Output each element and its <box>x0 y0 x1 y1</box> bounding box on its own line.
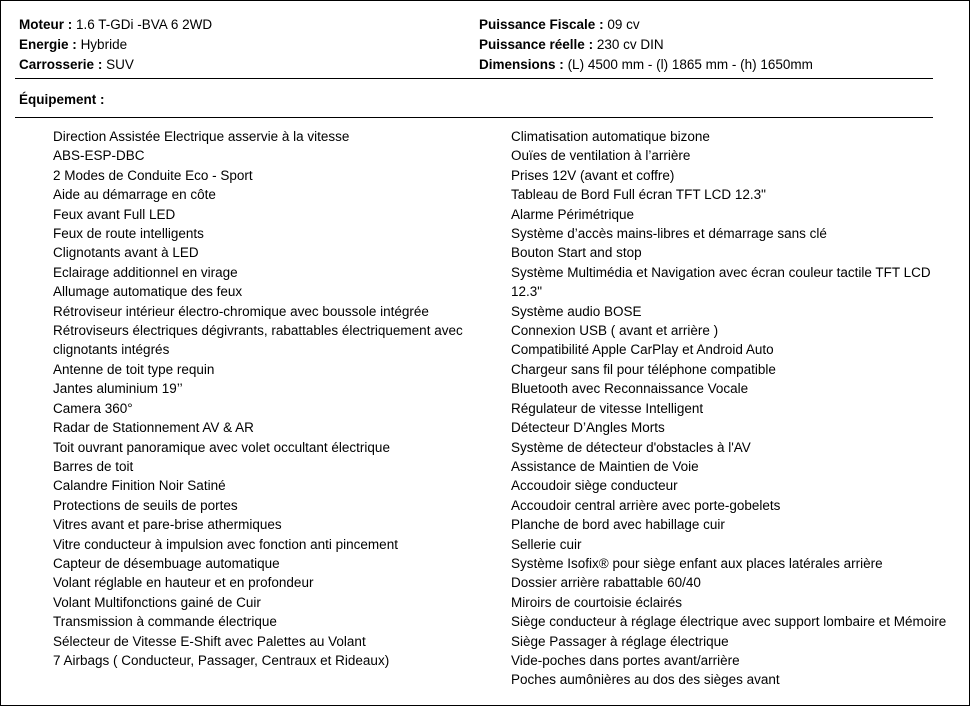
equipment-item: Rétroviseur intérieur électro-chromique avec boussole intégrée <box>53 303 429 319</box>
spec-row-fiscal-power <box>479 15 813 35</box>
equipment-item: Vitres avant et pare-brise athermiques <box>53 517 282 533</box>
equipment-item: Jantes aluminium 19’’ <box>53 381 183 397</box>
equipment-item: Régulateur de vitesse Intelligent <box>511 400 704 416</box>
equipment-item: Rétroviseurs électriques dégivrants, rabattables électriquement avec clignotants intégrés <box>53 323 463 358</box>
equipment-item: Tableau de Bord Full écran TFT LCD 12.3" <box>511 187 766 203</box>
equipment-item: Direction Assistée Electrique asservie à la vitesse <box>53 129 350 144</box>
spec-value-energy: Hybride <box>80 37 128 52</box>
spec-value-fiscal-power: 09 cv <box>607 17 640 32</box>
spec-row-engine <box>19 15 212 35</box>
spec-sep: : <box>588 37 594 52</box>
equipment-item: Compatibilité Apple CarPlay et Android Auto <box>511 342 774 358</box>
equipment-item: Système Multimédia et Navigation avec écran couleur tactile TFT LCD 12.3" <box>511 264 931 300</box>
divider-top <box>15 78 933 79</box>
equipment-item: Bluetooth avec Reconnaissance Vocale <box>511 381 749 397</box>
equipment-item: Volant Multifonctions gainé de Cuir <box>53 594 261 610</box>
equipment-item: Climatisation automatique bizone <box>511 129 710 144</box>
equipment-item: Vide-poches dans portes avant/arrière <box>511 652 740 668</box>
equipment-item: 7 Airbags ( Conducteur, Passager, Centraux et Rideaux) <box>53 652 390 668</box>
divider-equipment <box>15 117 933 118</box>
equipment-item: Capteur de désembuage automatique <box>53 555 280 571</box>
equipment-item: Feux de route intelligents <box>53 226 204 242</box>
equipment-item: Accoudoir central arrière avec porte-gobelets <box>511 497 781 513</box>
equipment-item: Prises 12V (avant et coffre) <box>511 167 675 183</box>
spec-sep: : <box>72 37 77 52</box>
equipment-item: Transmission à commande électrique <box>53 614 277 630</box>
equipment-item: Assistance de Maintien de Voie <box>511 458 699 474</box>
equipment-item: Siège Passager à réglage électrique <box>511 633 729 649</box>
spec-value-dimensions: (L) 4500 mm - (l) 1865 mm - (h) 1650mm <box>567 57 813 72</box>
equipment-title: Équipement : <box>19 92 105 107</box>
equipment-item: Poches aumônières au dos des sièges avant <box>511 672 780 688</box>
equipment-item: Détecteur D’Angles Morts <box>511 420 665 436</box>
equipment-item: Système Isofix® pour siège enfant aux places latérales arrière <box>511 555 883 571</box>
spec-row-energy <box>19 35 212 55</box>
equipment-item: Sellerie cuir <box>511 536 582 552</box>
equipment-list-right <box>511 127 956 690</box>
equipment-item: Eclairage additionnel en virage <box>53 264 238 280</box>
equipment-item: Siège conducteur à réglage électrique avec support lombaire et Mémoire <box>511 614 947 630</box>
equipment-item: 2 Modes de Conduite Eco - Sport <box>53 167 253 183</box>
equipment-item: Calandre Finition Noir Satiné <box>53 478 226 494</box>
equipment-item: Barres de toit <box>53 458 134 474</box>
equipment-item: Volant réglable en hauteur et en profondeur <box>53 575 314 591</box>
spec-sep: : <box>559 57 564 72</box>
spec-sep: : <box>97 57 103 72</box>
equipment-item: Système d’accès mains-libres et démarrage sans clé <box>511 226 827 242</box>
equipment-item: Ouïes de ventilation à l’arrière <box>511 148 691 164</box>
spec-sep: : <box>67 17 73 32</box>
equipment-item: Aide au démarrage en côte <box>53 187 216 203</box>
equipment-item: Toit ouvrant panoramique avec volet occultant électrique <box>53 439 390 455</box>
equipment-item: Alarme Périmétrique <box>511 206 635 222</box>
spec-row-dimensions <box>479 55 813 75</box>
equipment-item: Miroirs de courtoisie éclairés <box>511 594 683 610</box>
spec-row-real-power <box>479 35 813 55</box>
equipment-item: Système de détecteur d'obstacles à l'AV <box>511 439 751 455</box>
specs-right-column <box>479 15 813 75</box>
spec-row-body <box>19 55 212 75</box>
spec-label-dimensions: Dimensions <box>479 57 556 72</box>
specs-left-column <box>19 15 212 75</box>
spec-label-real-power: Puissance réelle <box>479 37 585 52</box>
equipment-item: Protections de seuils de portes <box>53 497 238 513</box>
equipment-item: Radar de Stationnement AV & AR <box>53 420 254 436</box>
spec-label-body: Carrosserie <box>19 57 95 72</box>
equipment-item: Camera 360° <box>53 400 133 416</box>
spec-label-fiscal-power: Puissance Fiscale <box>479 17 596 32</box>
equipment-item: Feux avant Full LED <box>53 206 176 222</box>
equipment-item: Système audio BOSE <box>511 303 642 319</box>
spec-label-engine: Moteur <box>19 17 64 32</box>
equipment-item: Accoudoir siège conducteur <box>511 478 678 494</box>
equipment-item: ABS-ESP-DBC <box>53 148 145 164</box>
equipment-item: Dossier arrière rabattable 60/40 <box>511 575 701 591</box>
equipment-item: Bouton Start and stop <box>511 245 642 261</box>
spec-value-body: SUV <box>106 57 134 72</box>
spec-sep: : <box>599 17 604 32</box>
equipment-item: Vitre conducteur à impulsion avec fonction anti pincement <box>53 536 398 552</box>
equipment-list-left <box>53 127 473 670</box>
equipment-item: Chargeur sans fil pour téléphone compatible <box>511 361 776 377</box>
spec-value-engine: 1.6 T-GDi -BVA 6 2WD <box>76 17 213 32</box>
equipment-item: Connexion USB ( avant et arrière ) <box>511 323 719 339</box>
spec-label-energy: Energie <box>19 37 69 52</box>
spec-value-real-power: 230 cv DIN <box>596 37 664 52</box>
equipment-item: Clignotants avant à LED <box>53 245 199 261</box>
equipment-item: Sélecteur de Vitesse E-Shift avec Palettes au Volant <box>53 633 366 649</box>
equipment-item: Antenne de toit type requin <box>53 361 215 377</box>
equipment-item: Planche de bord avec habillage cuir <box>511 517 725 533</box>
equipment-item: Allumage automatique des feux <box>53 284 243 300</box>
